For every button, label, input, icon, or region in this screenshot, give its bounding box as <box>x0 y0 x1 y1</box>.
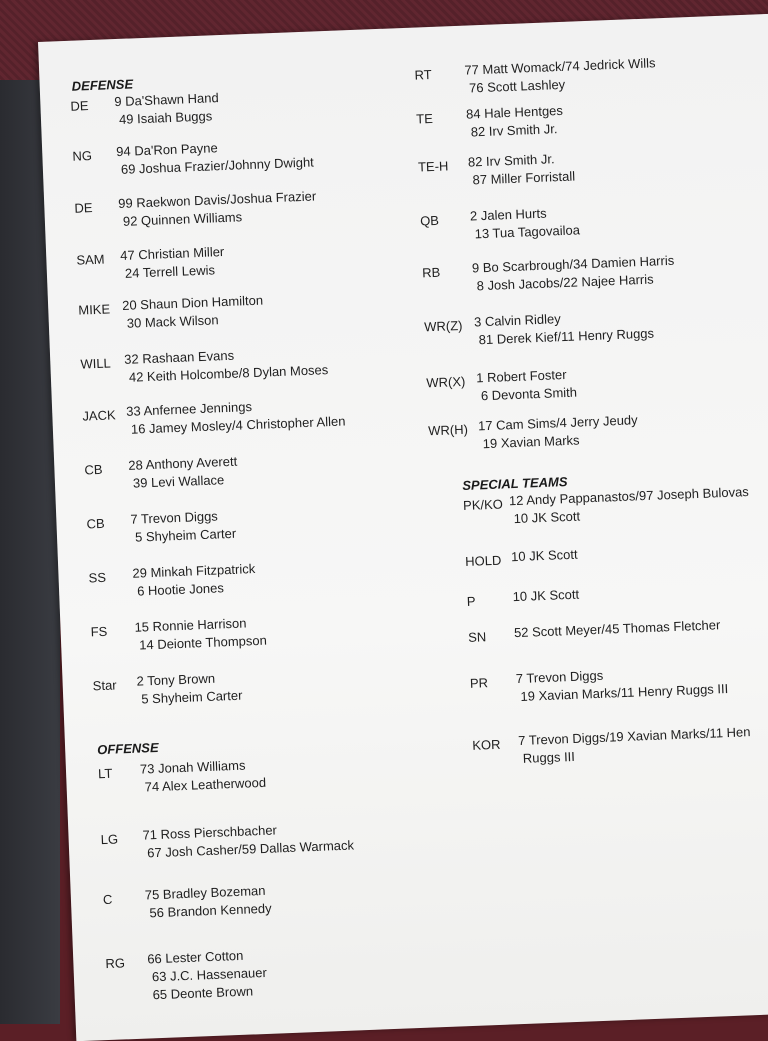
player-list <box>464 54 656 97</box>
player-name: 76 Scott Lashley <box>468 76 566 96</box>
player-list <box>511 546 578 567</box>
player-list <box>142 818 354 862</box>
player-name: 52 Scott Meyer/45 Thomas Fletcher <box>513 617 721 641</box>
player-list <box>124 343 329 387</box>
player-name: 5 Shyheim Carter <box>134 525 237 545</box>
player-name: 32 Rashaan Evans <box>123 347 235 367</box>
position-group <box>102 879 443 921</box>
player-name: 56 Brandon Kennedy <box>149 900 272 921</box>
position-label: RB <box>421 264 441 281</box>
player-name: 82 Irv Smith Jr. <box>467 151 555 170</box>
position-label: HOLD <box>464 552 502 569</box>
position-label: KOR <box>472 736 501 753</box>
player-name: 16 Jamey Mosley/4 Christopher Allen <box>130 413 346 437</box>
player-name: 15 Ronnie Harrison <box>134 615 247 635</box>
player-name: 9 Da'Shawn Hand <box>114 90 219 110</box>
depth-chart-sheet <box>38 14 768 1041</box>
player-list <box>515 662 728 706</box>
section-heading: DEFENSE <box>71 76 134 94</box>
player-list <box>514 616 721 642</box>
position-label: TE <box>415 110 434 127</box>
player-name: 7 Trevon Diggs <box>130 508 219 527</box>
player-list <box>470 203 581 243</box>
player-name: 30 Mack Wilson <box>126 312 219 331</box>
player-name: 10 JK Scott <box>513 508 581 527</box>
position-group <box>90 611 432 653</box>
player-name: 65 Deonte Brown <box>152 983 254 1003</box>
player-list <box>132 560 256 601</box>
position-group <box>80 343 422 385</box>
player-list <box>128 453 238 493</box>
position-label: CB <box>86 515 105 532</box>
position-label: RT <box>414 66 432 83</box>
position-label: C <box>102 891 113 908</box>
position-group <box>417 145 768 188</box>
player-list <box>512 586 579 607</box>
position-label: DE <box>70 98 89 114</box>
player-name: 12 Andy Pappanastos/97 Joseph Bulovas <box>508 484 750 509</box>
position-label: Star <box>92 677 117 694</box>
player-list <box>126 394 346 438</box>
player-name: 24 Terrell Lewis <box>124 262 216 281</box>
player-list <box>114 89 220 129</box>
player-list <box>122 292 264 333</box>
position-group <box>448 663 768 704</box>
position-label: SN <box>467 629 487 645</box>
player-name: 9 Bo Scarbrough/34 Damien Harris <box>471 252 675 276</box>
player-name: 84 Hale Hentges <box>465 102 564 122</box>
position-label: JACK <box>82 407 116 424</box>
player-name: 6 Hootie Jones <box>136 580 225 599</box>
position-group <box>88 557 430 599</box>
position-group <box>74 188 416 229</box>
position-group <box>84 449 426 491</box>
position-group <box>86 503 428 545</box>
player-name: Ruggs III <box>522 748 576 766</box>
position-group <box>427 409 768 452</box>
player-list <box>140 756 267 797</box>
position-label: WR(H) <box>427 421 469 439</box>
position-label: NG <box>72 148 93 164</box>
position-label: P <box>466 593 476 609</box>
position-group <box>92 665 434 707</box>
position-label: PK/KO <box>462 496 504 514</box>
player-name: 5 Shyheim Carter <box>141 687 243 707</box>
player-name: 49 Isaiah Buggs <box>118 108 213 127</box>
position-label: SS <box>88 569 107 586</box>
player-name: 14 Deionte Thompson <box>138 632 268 653</box>
player-list <box>147 946 268 1005</box>
player-name: 7 Trevon Diggs/19 Xavian Marks/11 Hen <box>517 724 751 749</box>
position-label: WILL <box>80 355 112 372</box>
position-group <box>100 819 440 861</box>
position-label: LG <box>100 831 119 848</box>
position-group <box>419 199 768 242</box>
section-heading: SPECIAL TEAMS <box>462 474 568 494</box>
position-group <box>443 541 768 569</box>
player-list <box>474 307 655 350</box>
position-group <box>105 943 445 1003</box>
player-list <box>118 187 317 231</box>
player-name: 2 Tony Brown <box>136 670 216 689</box>
position-label: CB <box>84 461 103 478</box>
position-group <box>423 305 768 348</box>
position-label: WR(Z) <box>423 317 463 335</box>
player-list <box>476 366 577 406</box>
player-name: 63 J.C. Hassenauer <box>151 964 268 985</box>
player-name: 29 Minkah Fitzpatrick <box>132 561 256 581</box>
player-name: 6 Devonta Smith <box>480 384 578 404</box>
position-group <box>72 136 414 177</box>
player-name: 10 JK Scott <box>510 546 578 565</box>
player-name: 99 Raekwon Davis/Joshua Frazier <box>117 188 317 212</box>
player-name: 75 Bradley Bozeman <box>144 882 266 903</box>
player-name: 10 JK Scott <box>512 586 580 605</box>
player-list <box>130 507 236 547</box>
player-list <box>466 102 564 142</box>
position-group <box>446 617 768 645</box>
position-label: PR <box>469 675 489 691</box>
position-label: SAM <box>76 251 105 268</box>
player-list <box>134 614 267 655</box>
player-name: 74 Alex Leatherwood <box>144 774 267 795</box>
player-name: 3 Calvin Ridley <box>473 311 561 330</box>
player-name: 94 Da'Ron Payne <box>115 140 218 160</box>
player-name: 67 Josh Casher/59 Dallas Warmack <box>146 837 355 861</box>
player-name: 20 Shaun Dion Hamilton <box>121 292 264 313</box>
player-name: 82 Irv Smith Jr. <box>470 121 558 140</box>
position-group <box>76 240 418 281</box>
player-name: 17 Cam Sims/4 Jerry Jeudy <box>477 412 638 434</box>
position-group <box>445 581 768 609</box>
player-name: 7 Trevon Diggs <box>515 667 604 687</box>
player-list <box>116 136 314 180</box>
player-name: 87 Miller Forristall <box>472 168 576 188</box>
section-heading: OFFENSE <box>96 739 159 758</box>
player-name: 1 Robert Foster <box>475 366 567 386</box>
player-name: 19 Xavian Marks/11 Henry Ruggs III <box>520 680 729 704</box>
player-list <box>472 252 676 296</box>
player-name: 8 Josh Jacobs/22 Najee Harris <box>476 271 654 294</box>
player-list <box>478 411 639 453</box>
player-name: 33 Anfernee Jennings <box>125 399 253 419</box>
player-list <box>468 149 576 189</box>
position-group <box>426 361 768 404</box>
player-name: 77 Matt Womack/74 Jedrick Wills <box>464 55 656 78</box>
position-label: RG <box>105 955 126 972</box>
position-label: DE <box>74 200 93 216</box>
player-list <box>120 243 225 283</box>
player-list <box>144 882 271 923</box>
player-name: 81 Derek Kief/11 Henry Ruggs <box>478 325 655 348</box>
position-group <box>450 724 768 766</box>
player-name: 19 Xavian Marks <box>482 432 580 452</box>
position-group <box>78 290 420 331</box>
player-name: 47 Christian Miller <box>119 244 225 263</box>
position-label: MIKE <box>78 301 111 318</box>
player-list <box>518 723 752 768</box>
player-list <box>136 669 242 709</box>
position-group <box>421 251 768 294</box>
position-label: TE-H <box>417 158 449 175</box>
player-name: 28 Anthony Averett <box>128 453 238 473</box>
position-label: WR(X) <box>426 373 466 391</box>
position-group <box>414 53 768 96</box>
player-name: 39 Levi Wallace <box>132 472 225 491</box>
position-label: LT <box>97 765 113 782</box>
position-label: FS <box>90 623 108 640</box>
position-group <box>82 395 424 437</box>
player-name: 92 Quinnen Williams <box>122 209 243 229</box>
position-label: QB <box>419 212 440 229</box>
player-name: 71 Ross Pierschbacher <box>142 822 278 843</box>
player-name: 2 Jalen Hurts <box>469 205 547 224</box>
position-group <box>415 97 768 140</box>
player-name: 66 Lester Cotton <box>146 947 244 967</box>
player-name: 42 Keith Holcombe/8 Dylan Moses <box>128 362 329 385</box>
player-name: 73 Jonah Williams <box>139 757 246 777</box>
player-name: 69 Joshua Frazier/Johnny Dwight <box>120 154 315 177</box>
player-name: 13 Tua Tagovailoa <box>474 222 581 242</box>
